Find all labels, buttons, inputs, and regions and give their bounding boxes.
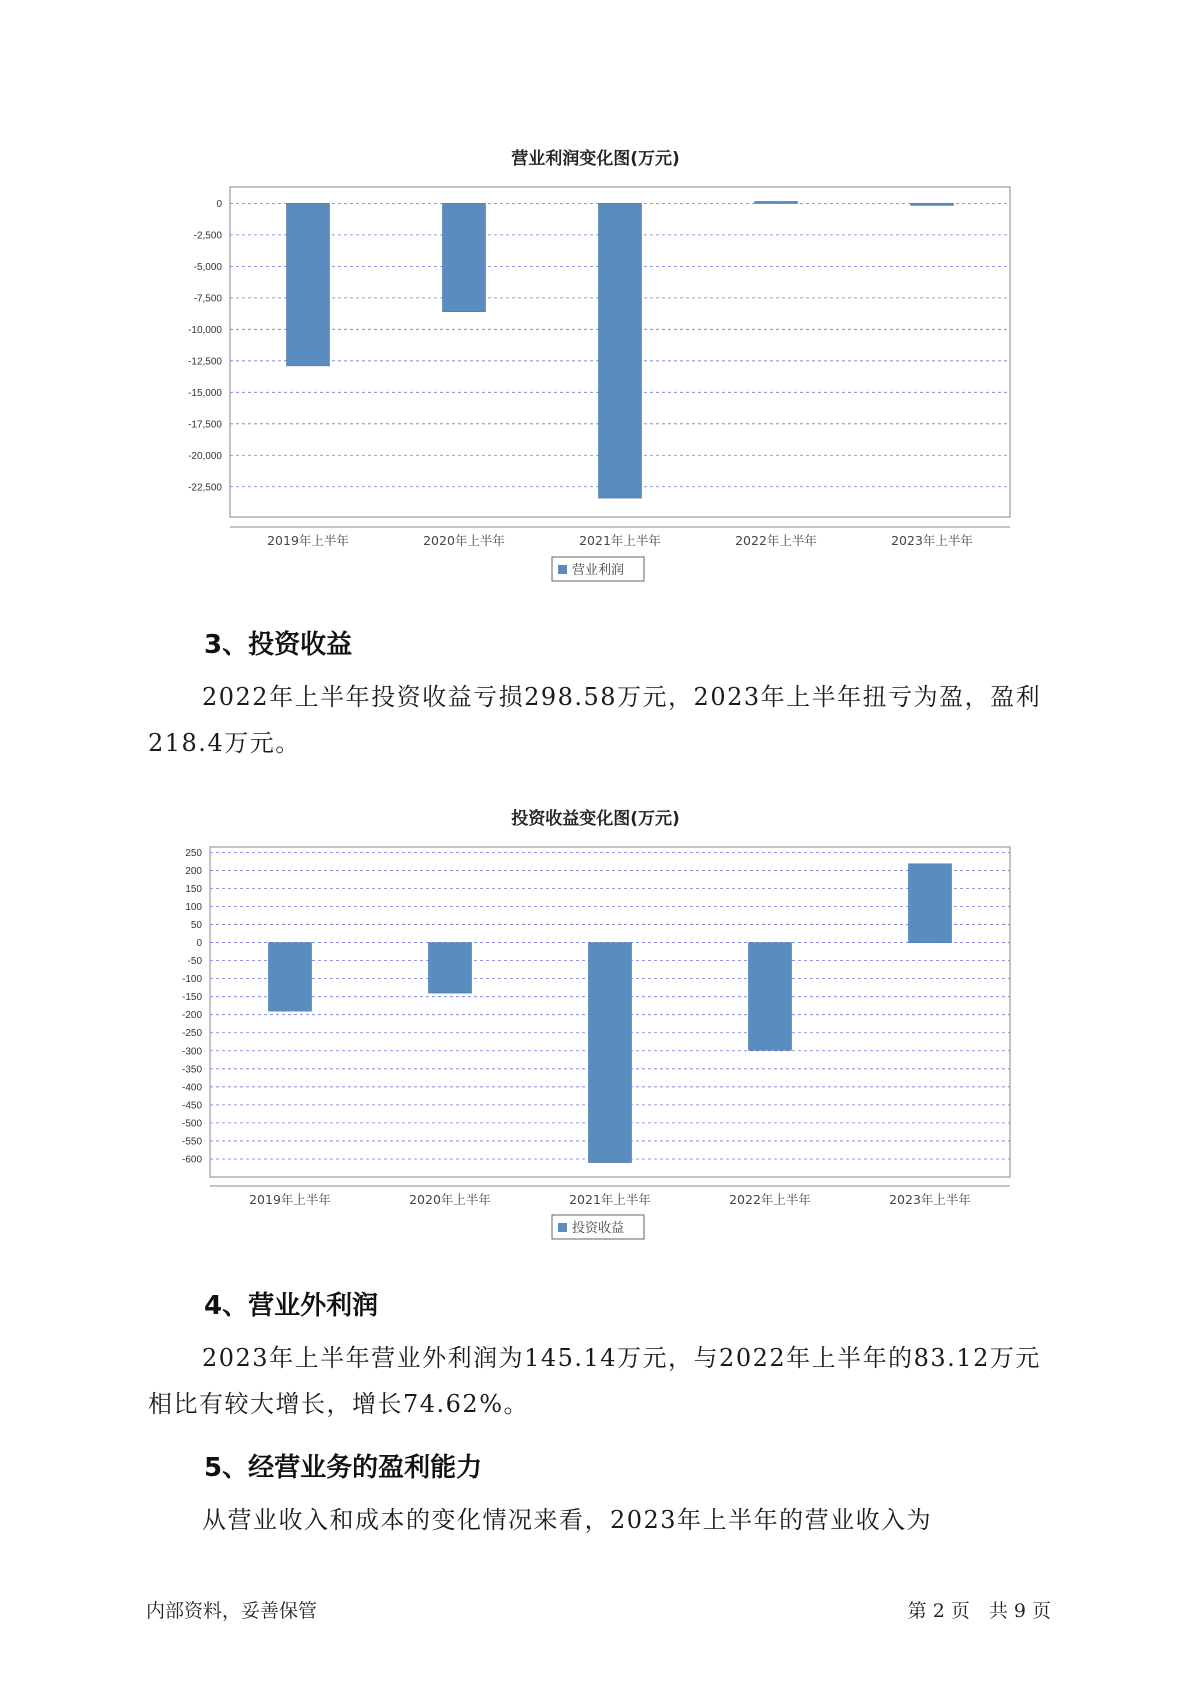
operating-profit-chart: [0, 170, 1191, 590]
x-tick-label: 2022年上半年: [735, 533, 817, 548]
x-tick-label: 2019年上半年: [249, 1192, 331, 1207]
y-tick-label: 0: [216, 198, 222, 210]
y-tick-label: -2,500: [193, 230, 222, 242]
section-5-paragraph: 从营业收入和成本的变化情况来看，2023年上半年的营业收入为: [202, 1506, 933, 1534]
section-3-paragraph: 2022年上半年投资收益亏损298.58万元，2023年上半年扭亏为盈，盈利218.4万元。: [148, 683, 1042, 757]
y-tick-label: -450: [181, 1100, 202, 1112]
y-tick-label: -17,500: [188, 419, 222, 431]
x-tick-label: 2020年上半年: [423, 533, 505, 548]
y-tick-label: 200: [185, 865, 202, 877]
y-tick-label: -12,500: [188, 356, 222, 368]
x-tick-label: 2022年上半年: [729, 1192, 811, 1207]
y-tick-label: -400: [181, 1082, 202, 1094]
x-tick-label: 2020年上半年: [409, 1192, 491, 1207]
y-tick-label: -50: [187, 956, 202, 968]
y-tick-label: 50: [190, 920, 202, 932]
investment-income-chart: [0, 830, 1191, 1250]
section-4-paragraph: 2023年上半年营业外利润为145.14万元，与2022年上半年的83.12万元相比有较大增长，增长74.62%。: [148, 1344, 1041, 1418]
x-tick-label: 2023年上半年: [891, 533, 973, 548]
section-3-heading: 3、投资收益: [204, 630, 353, 660]
y-tick-label: -22,500: [188, 482, 222, 494]
bar-2022年上半年: [749, 943, 792, 1051]
y-tick-label: 250: [185, 847, 202, 859]
y-tick-label: -10,000: [188, 324, 222, 336]
x-tick-label: 2019年上半年: [267, 533, 349, 548]
bar-2020年上半年: [429, 943, 472, 993]
x-tick-label: 2023年上半年: [889, 1192, 971, 1207]
legend-swatch: [558, 1223, 567, 1232]
bar-2023年上半年: [911, 203, 954, 205]
y-tick-label: -550: [181, 1136, 202, 1148]
y-tick-label: -100: [181, 974, 202, 986]
chart-legend: [552, 557, 644, 581]
y-tick-label: -20,000: [188, 450, 222, 462]
section-4-heading: 4、营业外利润: [204, 1291, 379, 1321]
bar-2021年上半年: [589, 943, 632, 1163]
bar-2023年上半年: [909, 864, 952, 943]
y-tick-label: -250: [181, 1028, 202, 1040]
bar-2021年上半年: [599, 203, 642, 498]
y-tick-label: -5,000: [193, 261, 222, 273]
y-tick-label: -15,000: [188, 387, 222, 399]
footer-page-number: 第 2 页 共 9 页: [907, 1600, 1051, 1622]
y-tick-label: -300: [181, 1046, 202, 1058]
y-tick-label: -7,500: [193, 293, 222, 305]
section-5-heading: 5、经营业务的盈利能力: [204, 1453, 483, 1483]
y-tick-label: 150: [185, 883, 202, 895]
x-tick-label: 2021年上半年: [569, 1192, 651, 1207]
chart-title-operating-profit: 营业利润变化图(万元): [511, 149, 680, 169]
y-tick-label: -150: [181, 992, 202, 1004]
y-tick-label: -600: [181, 1154, 202, 1166]
y-tick-label: -350: [181, 1064, 202, 1076]
y-tick-label: 100: [185, 902, 202, 914]
chart-legend: [552, 1215, 644, 1239]
bar-2019年上半年: [269, 943, 312, 1012]
y-tick-label: 0: [196, 938, 202, 950]
bar-2022年上半年: [755, 201, 798, 203]
y-tick-label: -200: [181, 1010, 202, 1022]
footer-confidential-note: 内部资料，妥善保管: [146, 1600, 318, 1622]
y-tick-label: -500: [181, 1118, 202, 1130]
bar-2019年上半年: [287, 203, 330, 365]
bar-2020年上半年: [443, 203, 486, 311]
x-tick-label: 2021年上半年: [579, 533, 661, 548]
legend-label: 营业利润: [572, 563, 625, 578]
chart-title-investment-income: 投资收益变化图(万元): [511, 809, 680, 829]
legend-swatch: [558, 565, 567, 574]
legend-label: 投资收益: [572, 1221, 625, 1236]
